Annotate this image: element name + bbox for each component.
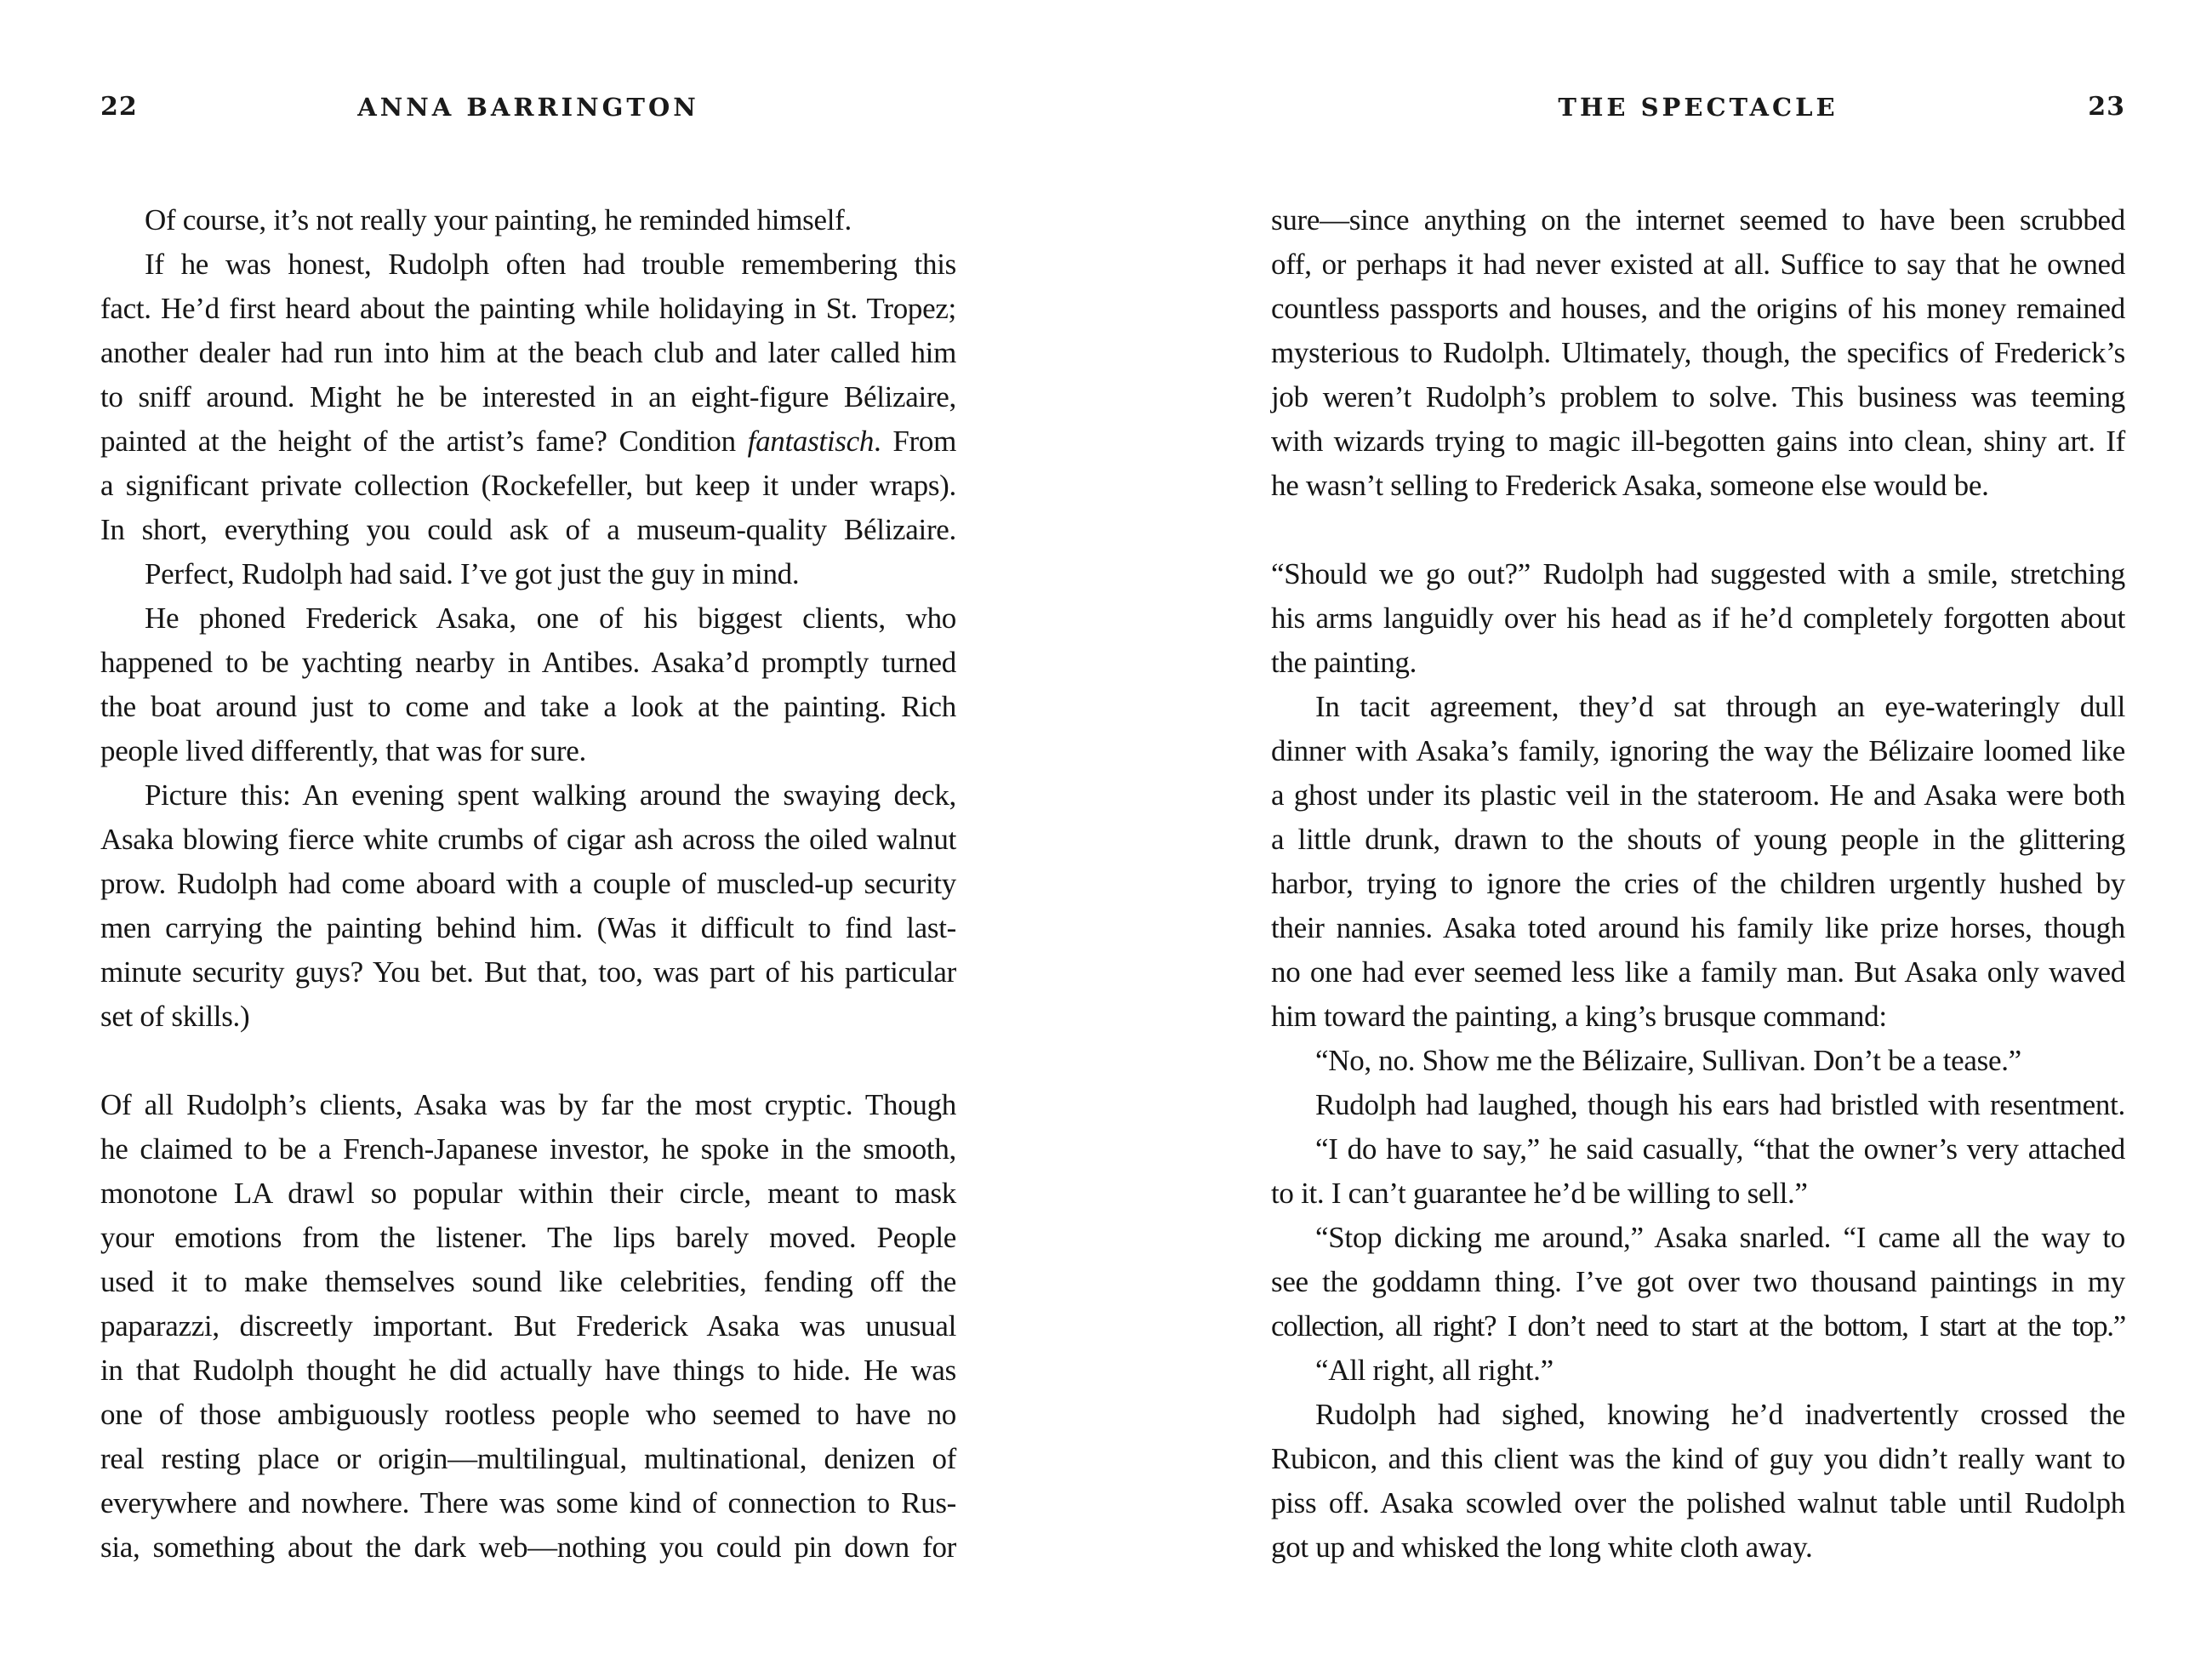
text-line: no one had ever seemed less like a family man. But Asaka only waved <box>1271 955 2125 989</box>
page-number-left: 22 <box>100 92 138 122</box>
text-line: countless passports and houses, and the origins of his money remained <box>1271 292 2125 325</box>
text-line: Of course, it’s not really your painting, he reminded himself. <box>145 203 852 237</box>
page-right <box>1271 0 2125 1659</box>
text-line: in that Rudolph thought he did actually have things to hide. He was <box>100 1354 956 1387</box>
text-line: Rudolph had sighed, knowing he’d inadvertently crossed the <box>1315 1398 2125 1431</box>
text-line: he wasn’t selling to Frederick Asaka, someone else would be. <box>1271 469 1989 502</box>
text-line: “I do have to say,” he said casually, “that the owner’s very attached <box>1315 1132 2125 1166</box>
text-line: see the goddamn thing. I’ve got over two thousand paintings in my <box>1271 1265 2125 1298</box>
text-line: happened to be yachting nearby in Antibes. Asaka’d promptly turned <box>100 646 956 679</box>
text-line: monotone LA drawl so popular within their circle, meant to mask <box>100 1177 956 1210</box>
text-line: the boat around just to come and take a look at the painting. Rich <box>100 690 956 723</box>
text-line: fact. He’d first heard about the painting while holidaying in St. Tropez; <box>100 292 956 325</box>
blank-line <box>100 1039 956 1083</box>
text-line: another dealer had run into him at the beach club and later called him <box>100 336 956 369</box>
text-line: “No, no. Show me the Bélizaire, Sullivan. Don’t be a tease.” <box>1315 1044 2021 1077</box>
text-line: minute security guys? You bet. But that, too, was part of his particular <box>100 955 956 989</box>
text-line: In short, everything you could ask of a museum-quality Bélizaire. <box>100 513 956 546</box>
text-line: men carrying the painting behind him. (Was it difficult to find last- <box>100 911 956 944</box>
text-line: Rubicon, and this client was the kind of guy you didn’t really want to <box>1271 1442 2125 1475</box>
text-line: mysterious to Rudolph. Ultimately, though, the specifics of Frederick’s <box>1271 336 2125 369</box>
text-line: collection, all right? I don’t need to start at the bottom, I start at the top.” <box>1271 1309 2125 1343</box>
text-line: people lived differently, that was for sure. <box>100 734 586 767</box>
text-line: Rudolph had laughed, though his ears had bristled with resentment. <box>1315 1088 2125 1121</box>
text-line: He phoned Frederick Asaka, one of his biggest clients, who <box>145 601 956 635</box>
text-line: “Should we go out?” Rudolph had suggested with a smile, stretching <box>1271 557 2125 590</box>
text-line: their nannies. Asaka toted around his family like prize horses, though <box>1271 911 2125 944</box>
text-line: used it to make themselves sound like celebrities, fending off the <box>100 1265 956 1298</box>
text-line: paparazzi, discreetly important. But Frederick Asaka was unusual <box>100 1309 956 1343</box>
text-line: to sniff around. Might he be interested in an eight-figure Bélizaire, <box>100 380 956 413</box>
running-head-left <box>100 88 956 126</box>
text-line: your emotions from the listener. The lips barely moved. People <box>100 1221 956 1254</box>
page-left <box>100 0 956 1659</box>
text-line: one of those ambiguously rootless people who seemed to have no <box>100 1398 956 1431</box>
text-line: everywhere and nowhere. There was some kind of connection to Rus- <box>100 1486 956 1519</box>
blank-line <box>1271 508 2125 552</box>
text-line: If he was honest, Rudolph often had trouble remembering this <box>145 248 956 281</box>
running-header-author: ANNA BARRINGTON <box>357 93 699 122</box>
text-line: In tacit agreement, they’d sat through an eye-wateringly dull <box>1315 690 2125 723</box>
body-text-right <box>1271 198 2125 1570</box>
text-line: his arms languidly over his head as if he’d completely forgotten about <box>1271 601 2125 635</box>
text-line: sia, something about the dark web—nothing you could pin down for <box>100 1531 956 1564</box>
text-line: piss off. Asaka scowled over the polished walnut table until Rudolph <box>1271 1486 2125 1519</box>
text-line: Asaka blowing fierce white crumbs of cigar ash across the oiled walnut <box>100 823 956 856</box>
text-line: a little drunk, drawn to the shouts of young people in the glittering <box>1271 823 2125 856</box>
text-line: a significant private collection (Rockefeller, but keep it under wraps). <box>100 469 956 502</box>
text-line: harbor, trying to ignore the cries of the children urgently hushed by <box>1271 867 2125 900</box>
text-line: job weren’t Rudolph’s problem to solve. This business was teeming <box>1271 380 2125 413</box>
text-line: a ghost under its plastic veil in the stateroom. He and Asaka were both <box>1271 778 2125 812</box>
text-line: Of all Rudolph’s clients, Asaka was by far the most cryptic. Though <box>100 1088 956 1121</box>
text-line: got up and whisked the long white cloth away. <box>1271 1531 1813 1564</box>
text-line: set of skills.) <box>100 1000 250 1033</box>
text-line: prow. Rudolph had come aboard with a couple of muscled-up security <box>100 867 956 900</box>
text-line: Perfect, Rudolph had said. I’ve got just the guy in mind. <box>145 557 800 590</box>
text-line: painted at the height of the artist’s fame? Condition fantastisch. From <box>100 425 957 458</box>
text-line: “Stop dicking me around,” Asaka snarled. “I came all the way to <box>1315 1221 2125 1254</box>
body-text-left <box>100 198 956 1570</box>
text-line: sure—since anything on the internet seemed to have been scrubbed <box>1271 203 2125 237</box>
text-line: off, or perhaps it had never existed at all. Suffice to say that he owned <box>1271 248 2125 281</box>
text-line: he claimed to be a French-Japanese investor, he spoke in the smooth, <box>100 1132 956 1166</box>
text-line: to it. I can’t guarantee he’d be willing to sell.” <box>1271 1177 1808 1210</box>
text-line: real resting place or origin—multilingual, multinational, denizen of <box>100 1442 956 1475</box>
text-line: with wizards trying to magic ill-begotten gains into clean, shiny art. If <box>1271 425 2125 458</box>
text-line: dinner with Asaka’s family, ignoring the way the Bélizaire loomed like <box>1271 734 2125 767</box>
page-number-right: 23 <box>2088 92 2125 122</box>
text-line: “All right, all right.” <box>1315 1354 1554 1387</box>
text-line: Picture this: An evening spent walking around the swaying deck, <box>145 778 956 812</box>
running-head-right <box>1271 88 2125 126</box>
running-header-title: THE SPECTACLE <box>1558 93 1839 122</box>
text-line: him toward the painting, a king’s brusque command: <box>1271 1000 1887 1033</box>
text-line: the painting. <box>1271 646 1417 679</box>
